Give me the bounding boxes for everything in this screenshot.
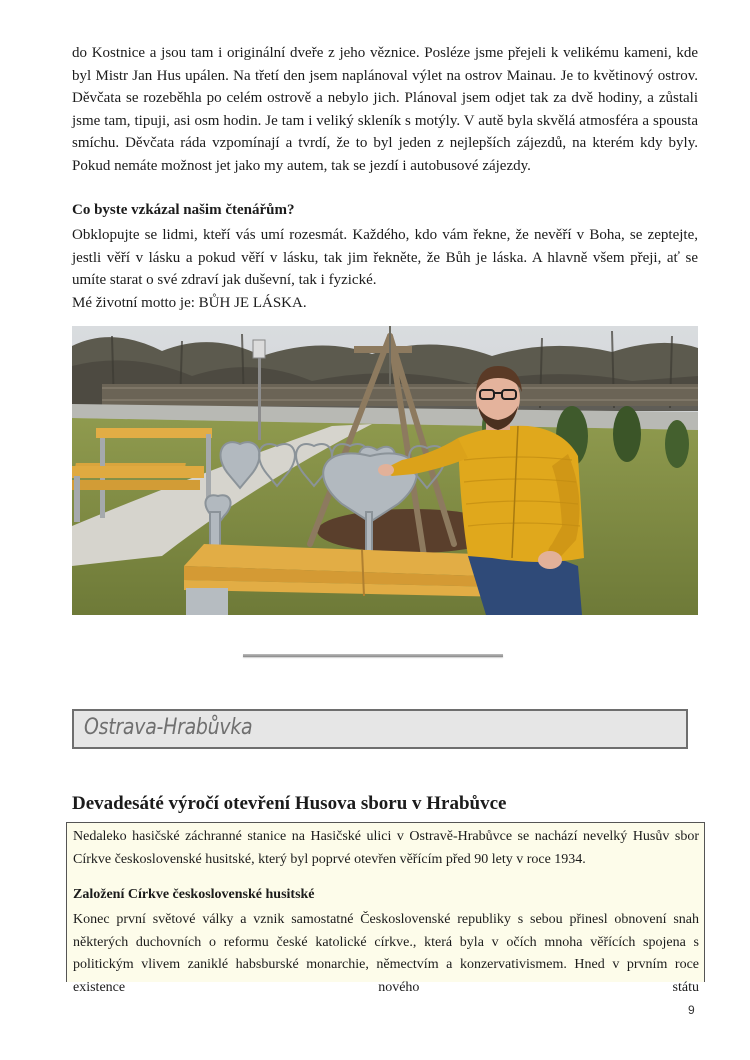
- motto-line: Mé životní motto je: BŮH JE LÁSKA.: [72, 295, 307, 311]
- page-number: 9: [688, 1003, 695, 1017]
- article-subheading: Založení Církve československé husitské: [73, 887, 315, 902]
- separator-line: [243, 654, 503, 657]
- article-intro-paragraph: Nedaleko hasičské záchranné stanice na Hasičské ulici v Ostravě-Hrabůvce se nachází nevelký Husův sbor Církve československé husitské, který byl poprvé otevřen věřícím před 90 lety v roce 1934.: [73, 829, 699, 867]
- intro-paragraph: do Kostnice a jsou tam i originální dveře z jeho věznice. Posléze jsme přejeli k velikému kameni, kde byl Mistr Jan Hus upálen. Na třetí den jsem naplánoval výlet na ostrov Mainau. Je to květinový ostrov. Děvčata se rozeběhla po celém ostrově a nebylo jich. Plánoval jsem odjet tak za dvě hodiny, a zůstali jsme tam, tipuji, asi osm hodin. Je tam i veliký skleník s motýly. V autě byla skvělá atmosféra a spousta smíchu. Děvčata ráda vzpomínají a tvrdí, že to byl jeden z nejlepších zájezdů, na kterém kdy byly. Pokud nemáte možnost jet jako my autem, tak se jezdí i autobusové zájezdy.: [72, 45, 698, 174]
- article-body-paragraph: Konec první světové války a vznik samostatné Československé republiky s sebou přinesl obnovení snah některých duchovních o reformu české katolické církve., která byla v očích mnoha věřících spojena s politickým vlivem zaniklé habsburské monarchie, němectvím a konzervativismem. Hned v prvním roce existence nového státu: [73, 912, 699, 995]
- photo-man-on-heart-bench: [72, 326, 698, 615]
- section-header-box: [72, 709, 688, 749]
- question-heading: Co byste vzkázal našim čtenářům?: [72, 202, 295, 218]
- answer-paragraph: Obklopujte se lidmi, kteří vás umí rozesmát. Každého, kdo vám řekne, že nevěří v Boha, se zeptejte, jestli věří v lásku a pokud věří v lásku, tak jim řekněte, že Bůh je láska. A hlavně všem přeji, ať se umíte starat o své zdraví jak duševní, tak i fyzické.: [72, 227, 698, 288]
- section-title: Ostrava-Hrabůvka: [84, 715, 253, 740]
- article-title: Devadesáté výročí otevření Husova sboru v Hrabůvce: [72, 793, 507, 814]
- article-text-box: [66, 822, 705, 995]
